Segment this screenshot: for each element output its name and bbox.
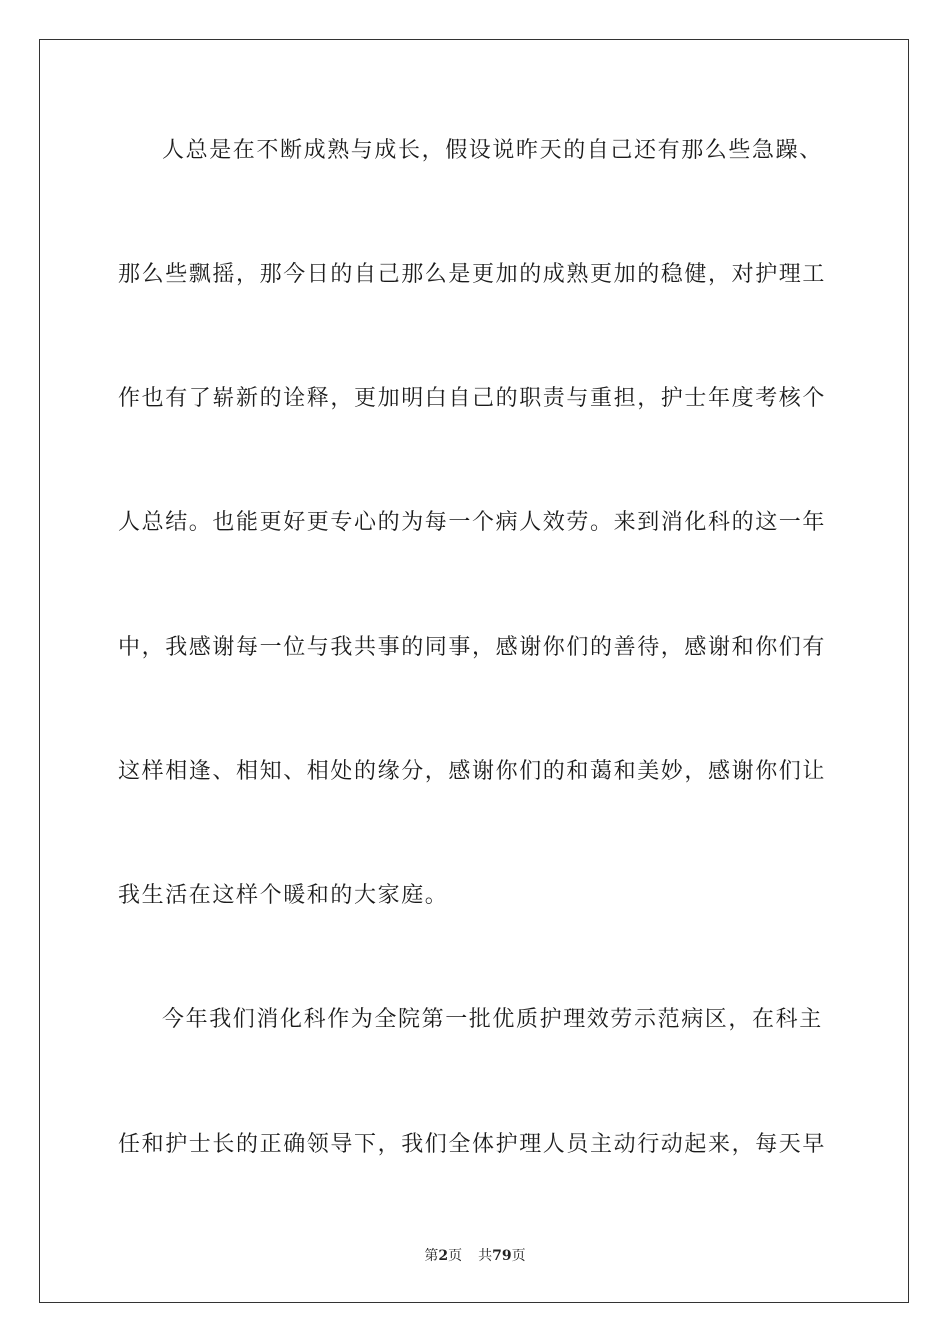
page-number: 2 — [438, 1248, 449, 1264]
paragraph-1-line-6: 这样相逢、相知、相处的缘分，感谢你们的和蔼和美妙，感谢你们让 — [118, 759, 827, 784]
paragraph-1-line-5: 中，我感谢每一位与我共事的同事，感谢你们的善待，感谢和你们有 — [118, 635, 827, 660]
page-border — [39, 39, 909, 1303]
paragraph-1-line-3: 作也有了崭新的诠释，更加明白自己的职责与重担，护士年度考核个 — [118, 386, 827, 411]
page-label-suffix: 页 — [448, 1248, 463, 1264]
paragraph-2-line-2: 任和护士长的正确领导下，我们全体护理人员主动行动起来，每天早 — [118, 1132, 827, 1157]
page-label-prefix: 第 — [424, 1248, 439, 1264]
paragraph-2-line-1: 今年我们消化科作为全院第一批优质护理效劳示范病区，在科主 — [162, 1007, 823, 1032]
page-footer — [0, 1247, 950, 1265]
total-pages: 79 — [492, 1248, 512, 1264]
paragraph-1-line-7: 我生活在这样个暖和的大家庭。 — [118, 883, 449, 908]
paragraph-1-line-4: 人总结。也能更好更专心的为每一个病人效劳。来到消化科的这一年 — [118, 510, 827, 535]
paragraph-1-line-2: 那么些飘摇，那今日的自己那么是更加的成熟更加的稳健，对护理工 — [118, 262, 827, 287]
total-label-suffix: 页 — [511, 1248, 526, 1264]
paragraph-1-line-1: 人总是在不断成熟与成长，假设说昨天的自己还有那么些急躁、 — [162, 138, 823, 163]
total-label-prefix: 共 — [478, 1248, 493, 1264]
